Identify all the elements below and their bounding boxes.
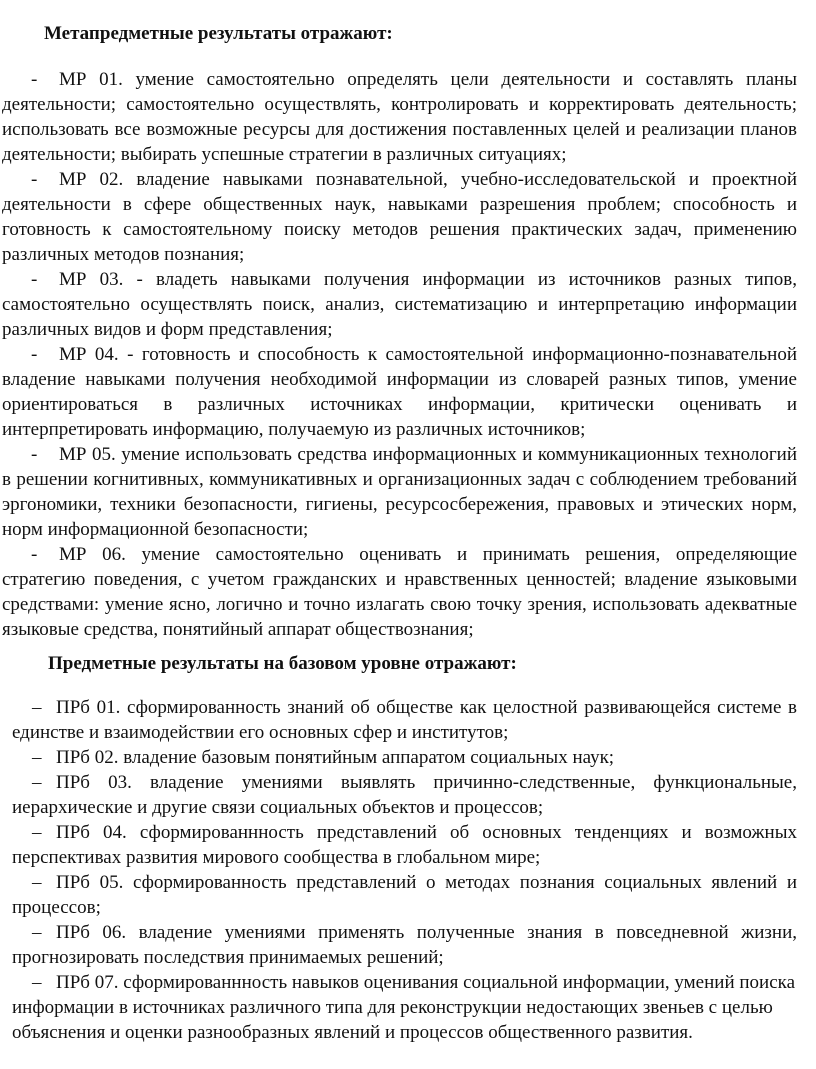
list-item-text: ПРб 01. сформированность знаний об обществе как целостной развивающейся системе в единстве и взаимодействии его основных сфер и институтов;	[12, 697, 797, 743]
list-marker: -	[31, 444, 38, 465]
list-item-text: МР 02. владение навыками познавательной, учебно-исследовательской и проектной деятельности в сфере общественных наук, навыками разрешения проблем; способность и готовность к самостоятельному поиску методов решения практических задач, применению различных методов познания;	[2, 169, 797, 265]
list-item	[12, 695, 797, 745]
list-marker: -	[31, 269, 38, 290]
list-item	[12, 970, 797, 1045]
list-item	[2, 267, 797, 342]
list-item	[12, 745, 797, 770]
list-item-text: МР 04. - готовность и способность к самостоятельной информационно-познавательной владение навыками получения необходимой информации из словарей разных типов, умение ориентироваться в различных источниках информации, критически оценивать и интерпретировать информацию, получаемую из различных источников;	[2, 344, 797, 440]
list-item	[2, 442, 797, 542]
list-item	[12, 920, 797, 970]
metasubject-results-heading: Метапредметные результаты отражают:	[44, 23, 393, 44]
list-item	[12, 820, 797, 870]
list-item	[2, 342, 797, 442]
list-item-text: ПРб 04. сформированнность представлений об основных тенденциях и возможных перспективах развития мирового сообщества в глобальном мире;	[12, 822, 797, 868]
list-marker: –	[32, 922, 42, 943]
list-item-text: МР 05. умение использовать средства информационных и коммуникационных технологий в решении когнитивных, коммуникативных и организационных задач с соблюдением требований эргономики, техники безопасности, гигиены, ресурсосбережения, правовых и этических норм, норм информационной безопасности;	[2, 444, 797, 540]
list-item-text: ПРб 05. сформированность представлений о методах познания социальных явлений и процессов;	[12, 872, 797, 918]
list-item-text: МР 03. - владеть навыками получения информации из источников разных типов, самостоятельно осуществлять поиск, анализ, систематизацию и интерпретацию информации различных видов и форм представления;	[2, 269, 797, 340]
list-marker: -	[31, 344, 38, 365]
list-marker: –	[32, 747, 42, 768]
list-item-text: МР 01. умение самостоятельно определять цели деятельности и составлять планы деятельности; самостоятельно осуществлять, контролировать и корректировать деятельность; использовать все возможные ресурсы для достижения поставленных целей и реализации планов деятельности; выбирать успешные стратегии в различных ситуациях;	[2, 69, 797, 165]
subject-results-list	[12, 695, 797, 1045]
list-marker: –	[32, 972, 42, 993]
list-marker: –	[32, 872, 42, 893]
list-marker: –	[32, 697, 42, 718]
list-item-text: ПРб 06. владение умениями применять полученные знания в повседневной жизни, прогнозировать последствия принимаемых решений;	[12, 922, 797, 968]
list-item-text: МР 06. умение самостоятельно оценивать и принимать решения, определяющие стратегию поведения, с учетом гражданских и нравственных ценностей; владение языковыми средствами: умение ясно, логично и точно излагать свою точку зрения, использовать адекватные языковые средства, понятийный аппарат обществознания;	[2, 544, 797, 640]
list-marker: -	[31, 544, 38, 565]
subject-results-heading: Предметные результаты на базовом уровне отражают:	[48, 653, 517, 674]
list-item	[2, 542, 797, 642]
list-marker: –	[32, 772, 42, 793]
list-marker: -	[31, 69, 38, 90]
list-item	[12, 870, 797, 920]
list-item-text: ПРб 02. владение базовым понятийным аппаратом социальных наук;	[56, 747, 615, 768]
list-item	[2, 67, 797, 167]
list-marker: -	[31, 169, 38, 190]
list-item	[12, 770, 797, 820]
list-item-text: ПРб 03. владение умениями выявлять причинно-следственные, функциональные, иерархические и другие связи социальных объектов и процессов;	[12, 772, 797, 818]
list-item-text: ПРб 07. сформированнность навыков оценивания социальной информации, умений поиска информации в источниках различного типа для реконструкции недостающих звеньев с целью объяснения и оценки разнообразных явлений и процессов общественного развития.	[12, 972, 796, 1043]
list-marker: –	[32, 822, 42, 843]
metasubject-results-list	[2, 67, 797, 642]
list-item	[2, 167, 797, 267]
